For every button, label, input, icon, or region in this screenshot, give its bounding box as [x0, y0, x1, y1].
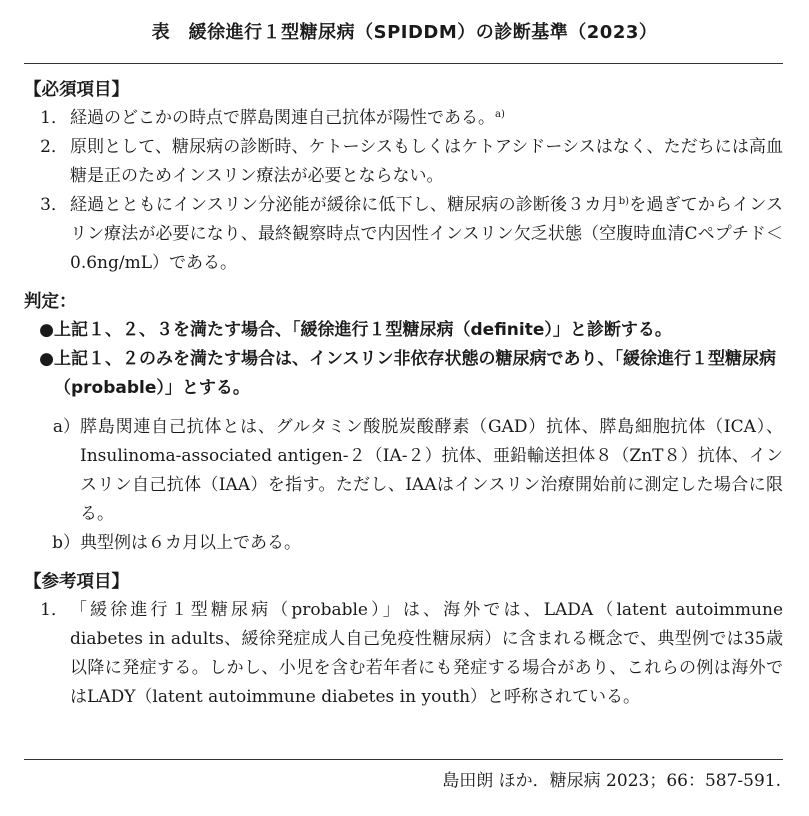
- item-text: 「緩徐進行１型糖尿病（probable）」は、海外では、LADA（latent autoimmune diabetes in adults、緩徐発症成人自己免疫性糖尿病）に含まれる概念で、典型例では35歳以降に発症する。しかし、小児を含む若年者にも発症する場合があり、これらの例は海外ではLADY（latent autoimmune diabetes in youth）と呼称されている。: [70, 600, 783, 707]
- required-item-3: [24, 191, 783, 278]
- item-text-part-a: 経過とともにインスリン分泌能が緩徐に低下し、糖尿病の診断後３カ月: [70, 195, 619, 215]
- note-mark: a）: [52, 417, 80, 437]
- bottom-rule: [24, 759, 783, 760]
- item-text-part-b: を過ぎてからインスリン療法が必要になり、最終観察時点で内因性インスリン欠乏状態（空腹時血清Cペプチド＜0.6ng/mL）である。: [70, 195, 783, 273]
- source-citation: 島田朗 ほか．糖尿病 2023；66：587-591.: [442, 771, 781, 791]
- required-heading: 【必須項目】: [24, 80, 129, 100]
- item-number: 1．: [40, 600, 68, 620]
- note-mark: b）: [52, 533, 80, 553]
- note-b: [24, 529, 783, 558]
- judgement-item-probable: [24, 345, 783, 403]
- item-number: 3．: [40, 195, 68, 215]
- judgement-heading: 判定：: [24, 292, 77, 312]
- required-item-2: [24, 133, 783, 191]
- criteria-content: [24, 76, 783, 712]
- required-item-1: [24, 104, 783, 133]
- footnote-ref-b: b): [618, 196, 630, 207]
- note-a: [24, 413, 783, 529]
- table-title: 表 緩徐進行１型糖尿病（SPIDDM）の診断基準（2023）: [151, 22, 658, 43]
- judgement-item-definite: [24, 316, 783, 345]
- item-text: 原則として、糖尿病の診断時、ケトーシスもしくはケトアシドーシスはなく、ただちには高血糖是正のためインスリン療法が必要とならない。: [70, 137, 783, 186]
- note-text: 典型例は６カ月以上である。: [80, 533, 301, 553]
- item-text: [70, 104, 783, 133]
- bullet-icon: ●: [39, 320, 54, 340]
- footnote-ref-a: a): [495, 109, 505, 120]
- item-text-body: 経過のどこかの時点で膵島関連自己抗体が陽性である。: [70, 108, 495, 128]
- item-number: 1．: [40, 108, 68, 128]
- item-number: 2．: [40, 137, 68, 157]
- bullet-icon: ●: [39, 349, 54, 369]
- judgement-text: 上記１、２、３を満たす場合、「緩徐進行１型糖尿病（definite）」と診断する。: [54, 320, 672, 340]
- top-rule: [24, 63, 783, 64]
- reference-item-1: [24, 596, 783, 712]
- note-text: 膵島関連自己抗体とは、グルタミン酸脱炭酸酵素（GAD）抗体、膵島細胞抗体（ICA）、Insulinoma-associated antigen-２（IA-２）抗体、亜鉛輸送担体８（ZnT８）抗体、インスリン自己抗体（IAA）を指す。ただし、IAAはインスリン治療開始前に測定した場合に限る。: [80, 417, 783, 524]
- item-text: [70, 191, 783, 278]
- judgement-text: 上記１、２のみを満たす場合は、インスリン非依存状態の糖尿病であり、「緩徐進行１型糖尿病（probable）」とする。: [54, 349, 776, 398]
- reference-heading: 【参考項目】: [24, 572, 129, 592]
